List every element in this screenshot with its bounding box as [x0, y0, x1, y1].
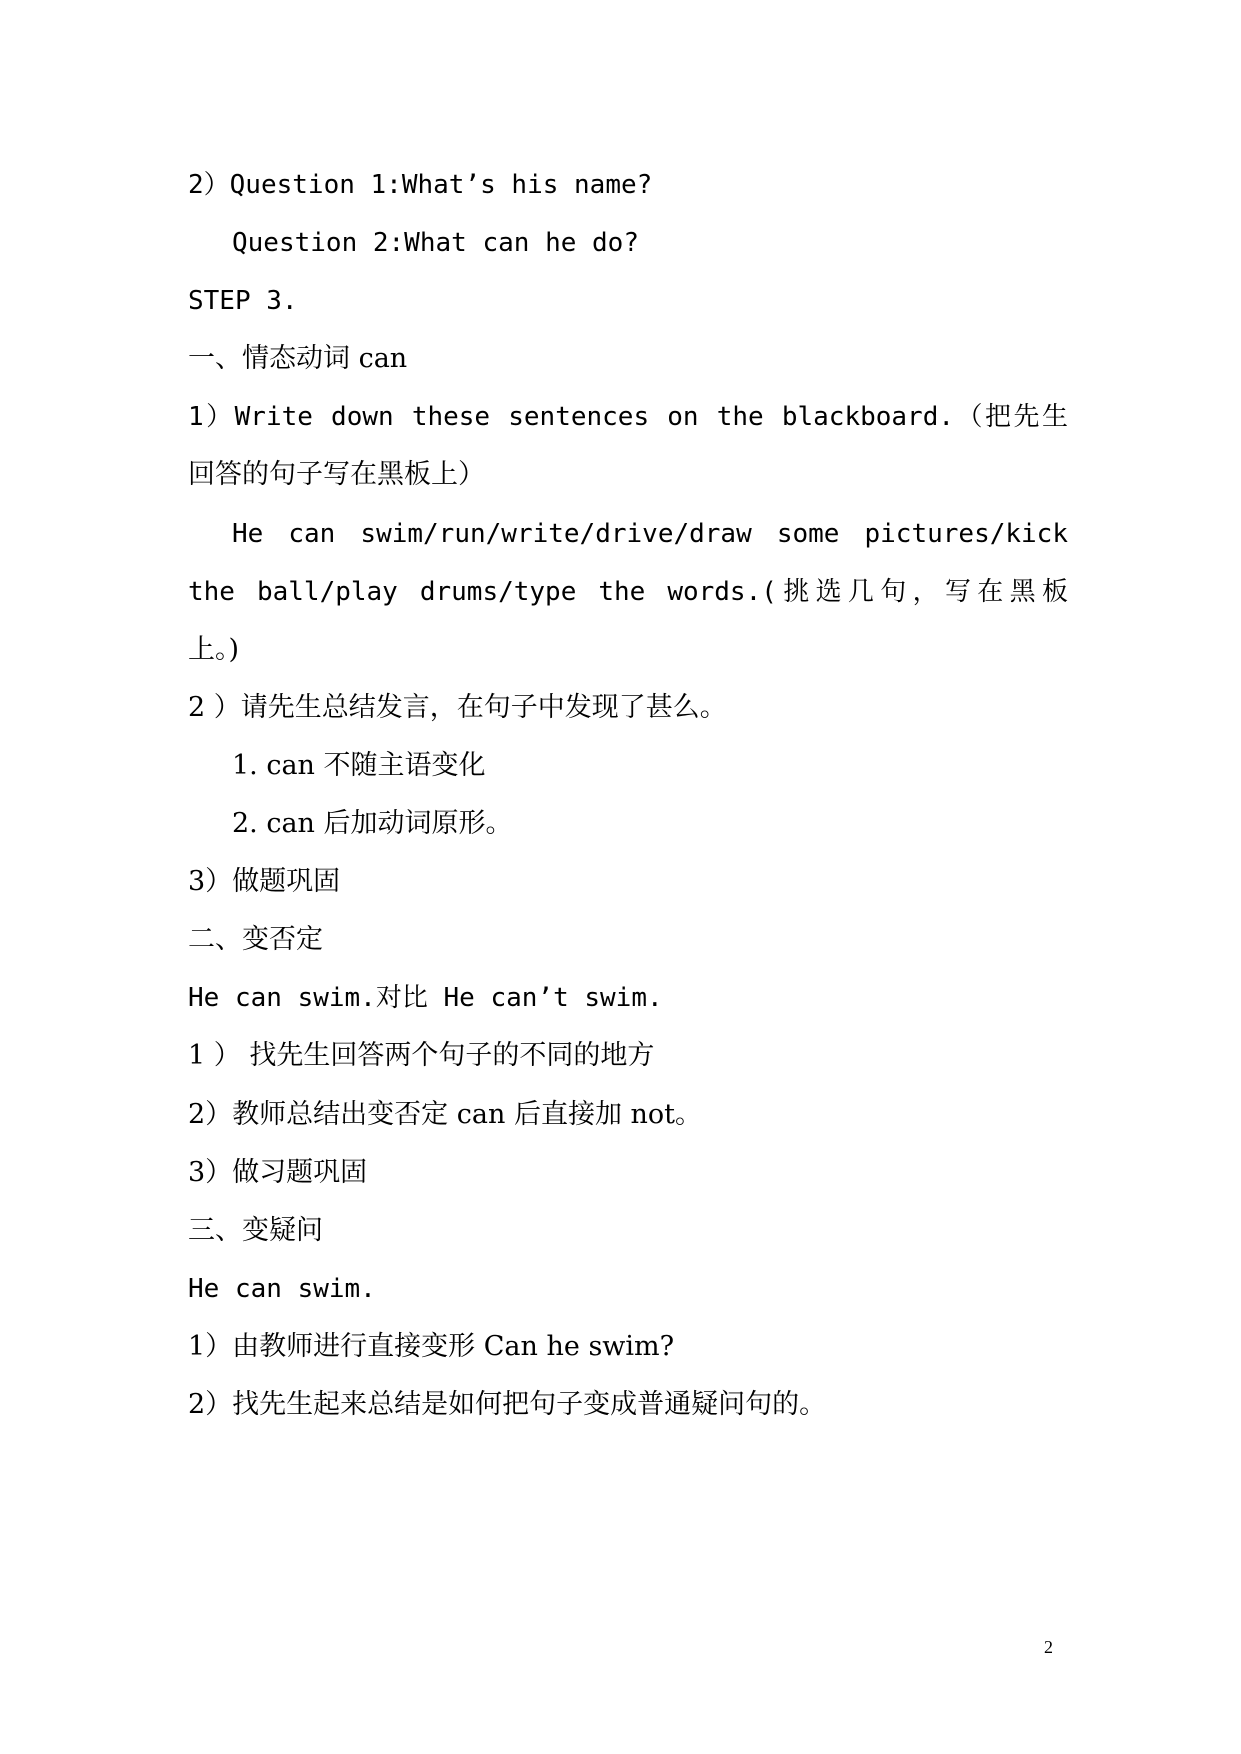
question-1-line: 2）Question 1:What’s his name? — [188, 170, 653, 200]
rule-2: 2. can 后加动词原形。 — [232, 808, 513, 839]
negative-example: He can swim.对比 He can’t swim. — [188, 983, 663, 1013]
question-example: He can swim. — [188, 1274, 376, 1304]
page-number: 2 — [1044, 1637, 1053, 1657]
question-2-line: Question 2:What can he do? — [232, 228, 639, 258]
section-heading-3: 三、变疑问 — [188, 1215, 323, 1246]
example-sentence-line-2: the ball/play drums/type the words.(挑选几句，写在黑板 — [188, 577, 1068, 607]
instruction-line-1: 1）Write down these sentences on the blackboard.（把先生 — [188, 402, 1068, 432]
negative-step-3: 3）做习题巩固 — [188, 1157, 368, 1188]
question-step-1: 1）由教师进行直接变形 Can he swim? — [188, 1331, 675, 1362]
question-step-2: 2）找先生起来总结是如何把句子变成普通疑问句的。 — [188, 1389, 827, 1420]
section-heading-2: 二、变否定 — [188, 924, 323, 955]
section-heading-1: 一、情态动词 can — [188, 343, 408, 374]
practice-1: 3）做题巩固 — [188, 866, 341, 897]
instruction-line-2: 回答的句子写在黑板上） — [188, 459, 485, 490]
summary-instruction: 2 ）请先生总结发言，在句子中发现了甚么。 — [188, 692, 727, 723]
negative-step-1: 1 ） 找先生回答两个句子的不同的地方 — [188, 1040, 655, 1071]
step-heading: STEP 3. — [188, 286, 298, 316]
example-sentence-line-3: 上。) — [188, 634, 240, 665]
rule-1: 1. can 不随主语变化 — [232, 750, 486, 781]
negative-step-2: 2）教师总结出变否定 can 后直接加 not。 — [188, 1099, 703, 1130]
example-sentence-line-1: He can swim/run/write/drive/draw some pictures/kick — [232, 519, 1068, 549]
